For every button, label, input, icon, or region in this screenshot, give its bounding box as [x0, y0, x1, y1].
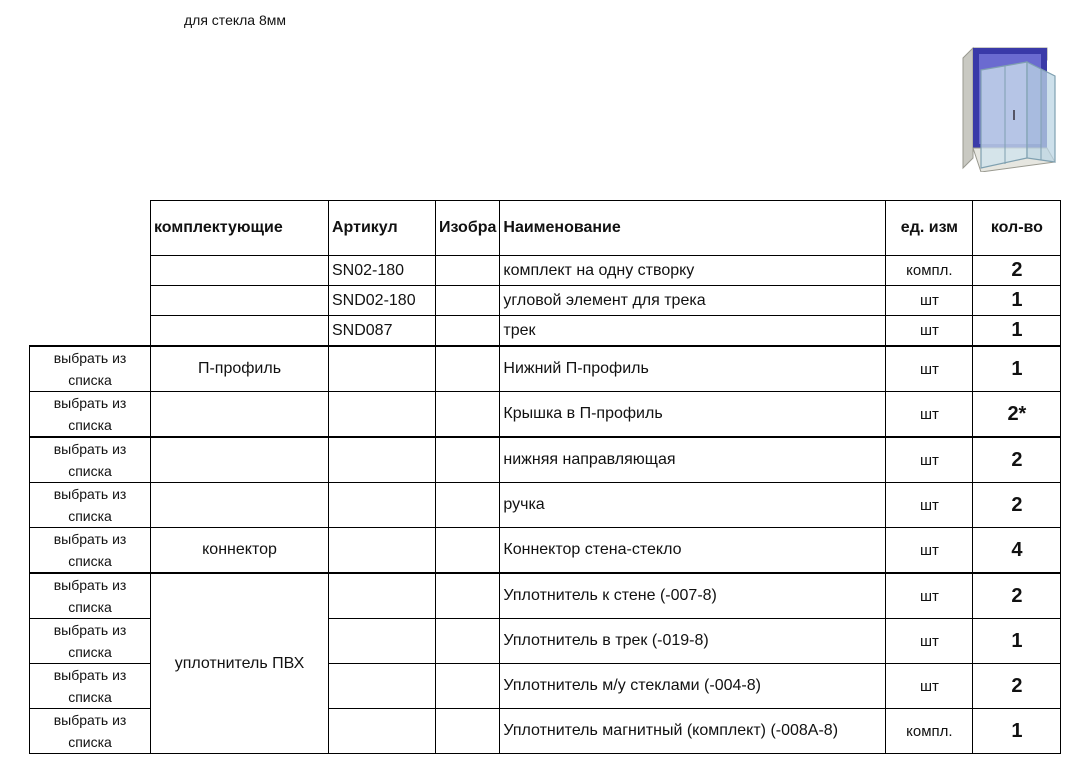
name-cell: комплект на одну створку: [500, 256, 886, 286]
category-cell: уплотнитель ПВХ: [151, 573, 329, 754]
name-cell: Уплотнитель в трек (-019-8): [500, 619, 886, 664]
unit-cell: шт: [886, 286, 973, 316]
qty-cell: 2: [973, 256, 1061, 286]
name-cell: Уплотнитель к стене (-007-8): [500, 573, 886, 619]
unit-cell: шт: [886, 528, 973, 574]
qty-cell: 4: [973, 528, 1061, 574]
name-cell: Уплотнитель магнитный (комплект) (-008А-8): [500, 709, 886, 754]
components-table: [29, 200, 1061, 754]
qty-cell: 1: [973, 709, 1061, 754]
table-row: [30, 346, 1061, 392]
shower-cabin-image: [955, 40, 1075, 172]
unit-cell: шт: [886, 346, 973, 392]
name-cell: угловой элемент для трека: [500, 286, 886, 316]
header-article: Артикул: [329, 201, 436, 256]
unit-cell: шт: [886, 573, 973, 619]
article-cell: SND02-180: [329, 286, 436, 316]
name-cell: Коннектор стена-стекло: [500, 528, 886, 574]
qty-cell: 2*: [973, 392, 1061, 438]
unit-cell: шт: [886, 437, 973, 483]
unit-cell: шт: [886, 619, 973, 664]
qty-cell: 1: [973, 619, 1061, 664]
select-from-list[interactable]: выбрать из списка: [30, 392, 151, 438]
unit-cell: компл.: [886, 709, 973, 754]
header-image: Изобра: [436, 201, 500, 256]
select-from-list[interactable]: выбрать из списка: [30, 346, 151, 392]
select-from-list[interactable]: выбрать из списка: [30, 528, 151, 574]
table-row: [30, 437, 1061, 483]
table-row: [30, 528, 1061, 574]
qty-cell: 2: [973, 483, 1061, 528]
qty-cell: 1: [973, 346, 1061, 392]
qty-cell: 1: [973, 286, 1061, 316]
name-cell: трек: [500, 316, 886, 347]
unit-cell: шт: [886, 664, 973, 709]
unit-cell: компл.: [886, 256, 973, 286]
name-cell: ручка: [500, 483, 886, 528]
header-row: [30, 201, 1061, 256]
qty-cell: 1: [973, 316, 1061, 347]
select-from-list[interactable]: выбрать из списка: [30, 573, 151, 619]
unit-cell: шт: [886, 392, 973, 438]
table-row: [30, 573, 1061, 619]
table-row: [30, 316, 1061, 347]
name-cell: Нижний П-профиль: [500, 346, 886, 392]
category-cell: П-профиль: [151, 346, 329, 392]
article-cell: SND087: [329, 316, 436, 347]
header-name: Наименование: [500, 201, 886, 256]
unit-cell: шт: [886, 316, 973, 347]
table-row: [30, 392, 1061, 438]
unit-cell: шт: [886, 483, 973, 528]
table-row: [30, 286, 1061, 316]
select-from-list[interactable]: выбрать из списка: [30, 483, 151, 528]
header-category: комплектующие: [151, 201, 329, 256]
qty-cell: 2: [973, 573, 1061, 619]
name-cell: Уплотнитель м/у стеклами (-004-8): [500, 664, 886, 709]
article-cell: SN02-180: [329, 256, 436, 286]
qty-cell: 2: [973, 437, 1061, 483]
table-row: [30, 256, 1061, 286]
category-cell: коннектор: [151, 528, 329, 574]
name-cell: Крышка в П-профиль: [500, 392, 886, 438]
name-cell: нижняя направляющая: [500, 437, 886, 483]
select-from-list[interactable]: выбрать из списка: [30, 437, 151, 483]
caption: для стекла 8мм: [184, 12, 287, 28]
header-unit: ед. изм: [886, 201, 973, 256]
select-from-list[interactable]: выбрать из списка: [30, 709, 151, 754]
header-qty: кол-во: [973, 201, 1061, 256]
select-from-list[interactable]: выбрать из списка: [30, 664, 151, 709]
qty-cell: 2: [973, 664, 1061, 709]
table-row: [30, 483, 1061, 528]
select-from-list[interactable]: выбрать из списка: [30, 619, 151, 664]
